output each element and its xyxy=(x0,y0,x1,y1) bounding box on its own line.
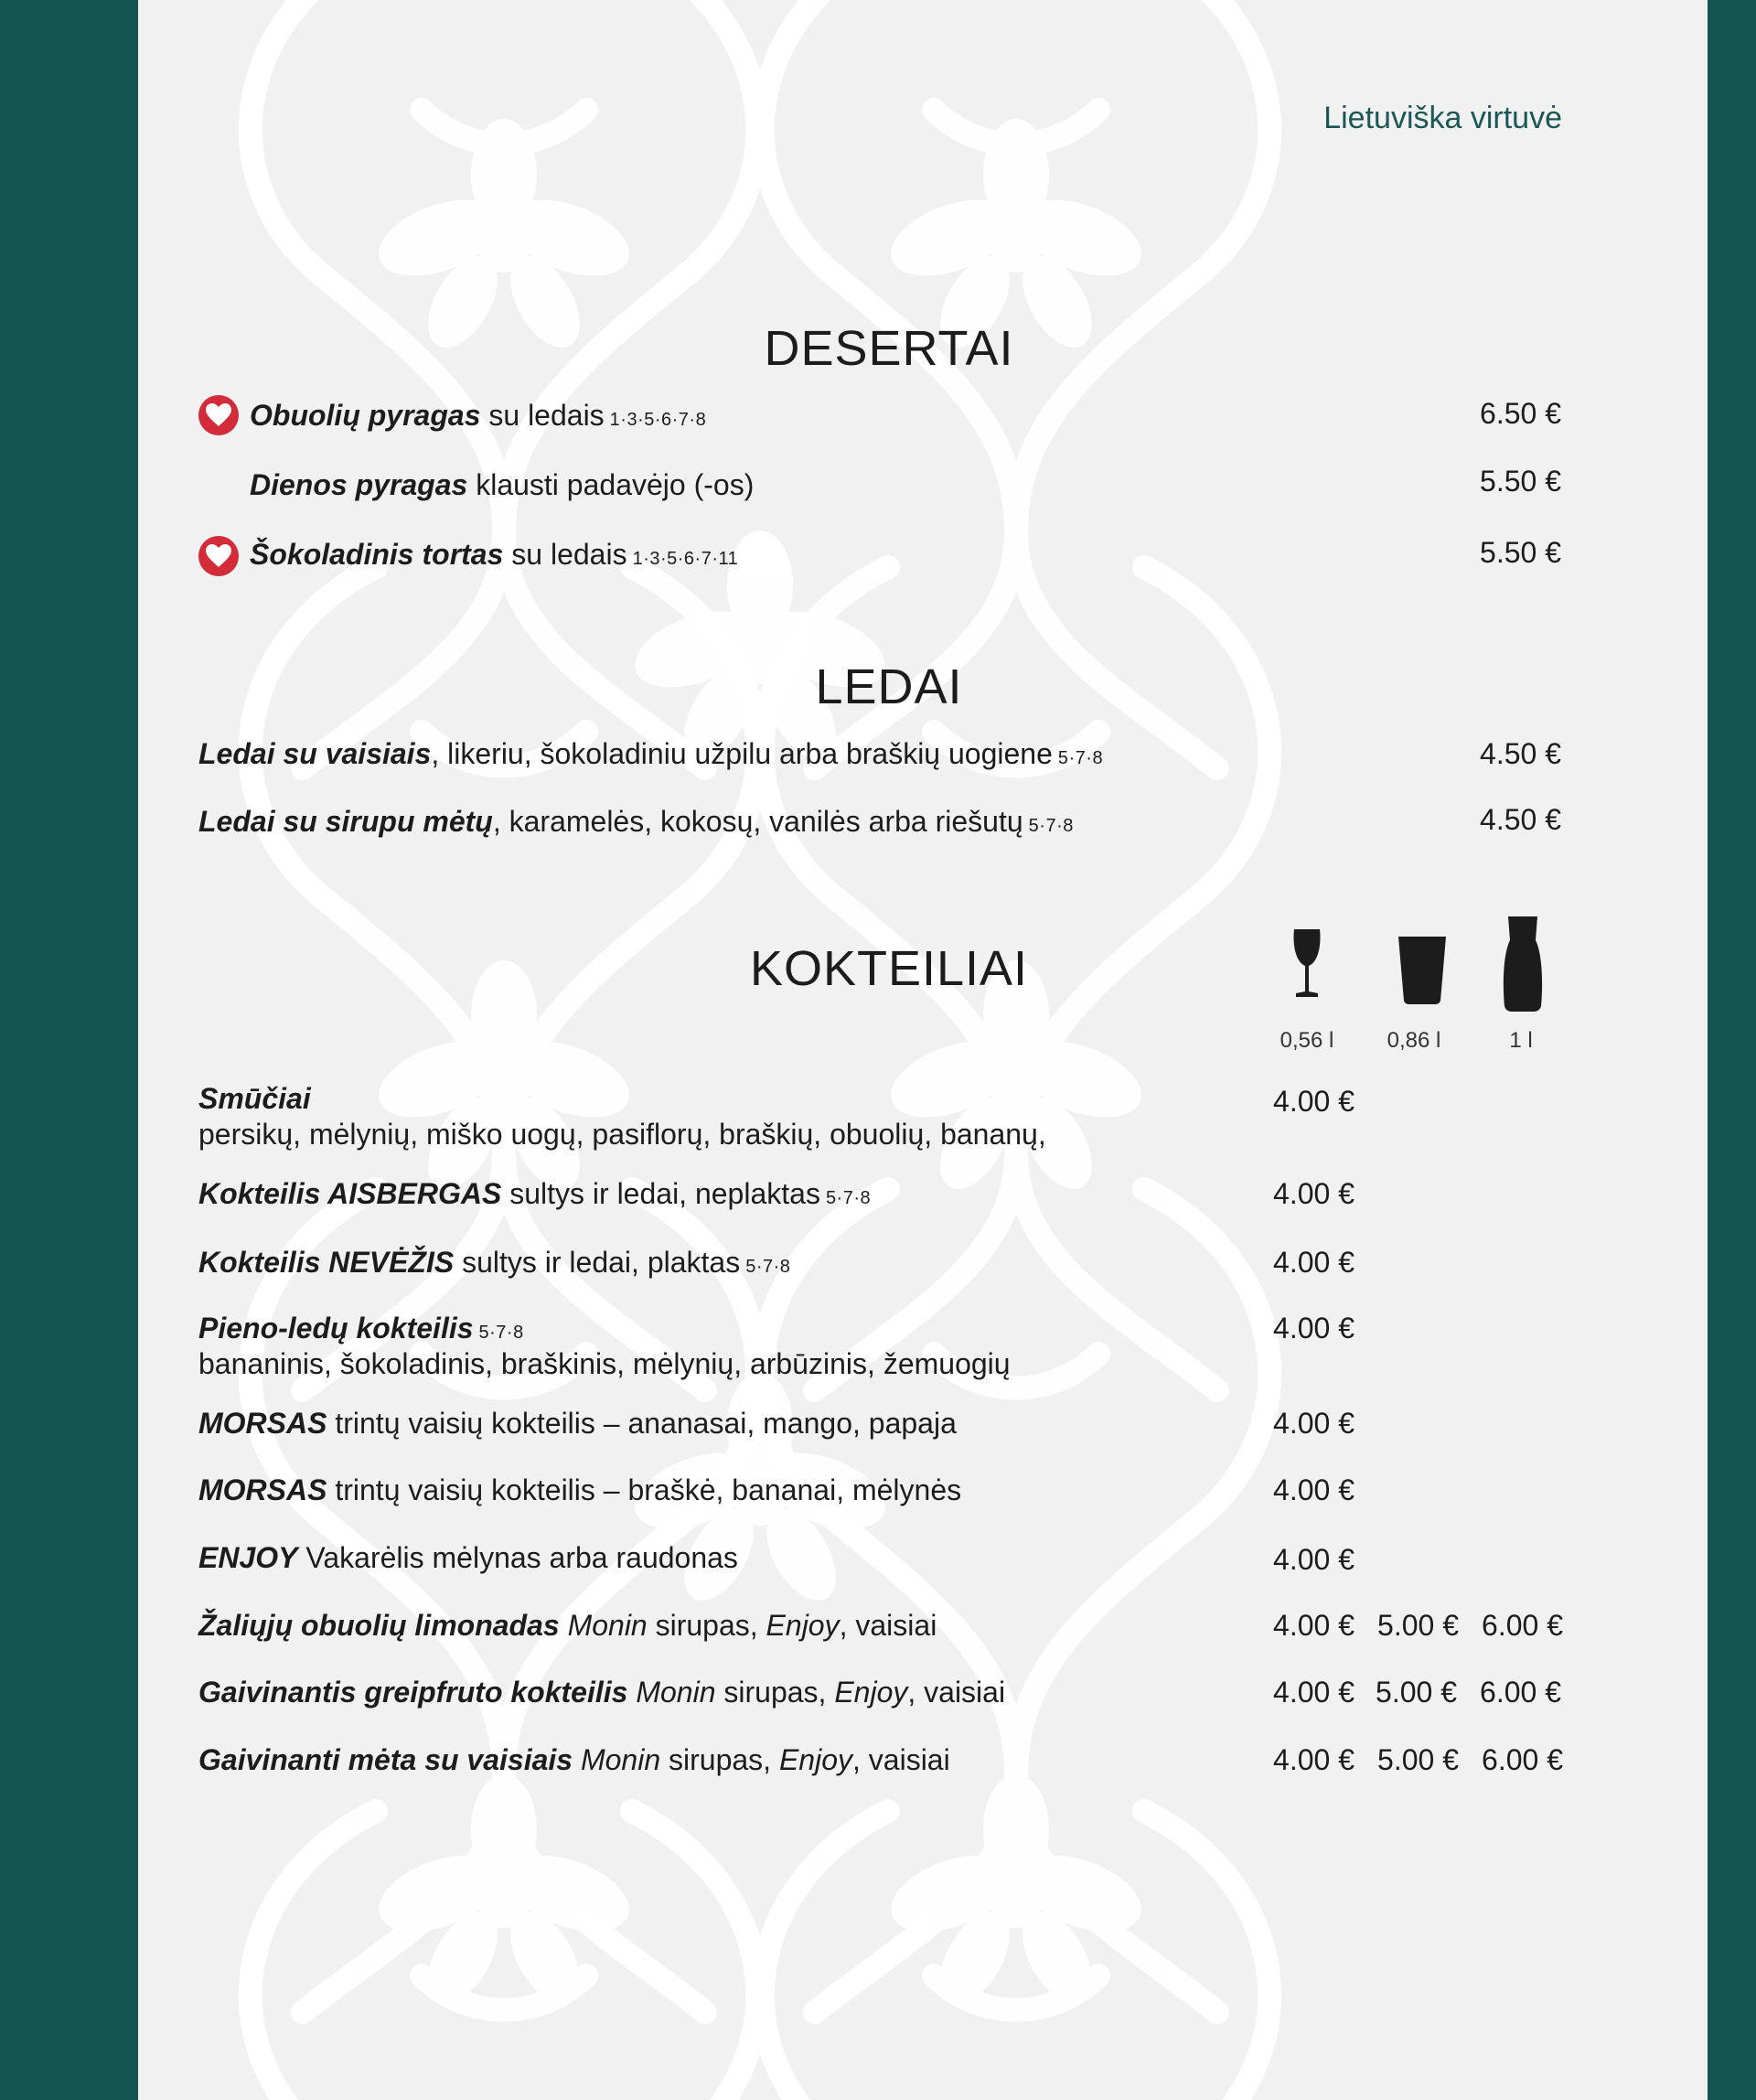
carafe-icon xyxy=(1501,915,1545,1012)
cocktail-item: Kokteilis AISBERGAS sultys ir ledai, neplaktas 5·7·8 xyxy=(198,1177,872,1210)
cocktail-price: 4.00 € xyxy=(1273,1312,1354,1345)
cocktail-price: 4.00 € xyxy=(1273,1473,1354,1506)
cocktail-price: 6.00 € xyxy=(1482,1743,1563,1776)
cocktail-price: 4.00 € xyxy=(1273,1609,1354,1642)
cocktail-item: Gaivinanti mėta su vaisiais Monin sirupas, Enjoy, vaisiai xyxy=(198,1743,950,1776)
wine-glass-icon xyxy=(1289,927,1325,1001)
dessert-price: 5.50 € xyxy=(1480,465,1561,498)
icecream-price: 4.50 € xyxy=(1480,803,1561,836)
cocktail-item: Pieno-ledų kokteilis 5·7·8 xyxy=(198,1312,524,1345)
cocktail-price: 4.00 € xyxy=(1273,1676,1354,1709)
cocktail-price: 6.00 € xyxy=(1480,1676,1561,1709)
brand-title: Lietuviška virtuvė xyxy=(1323,101,1562,135)
volume-label: 0,56 l xyxy=(1280,1028,1334,1053)
cocktail-item: Žaliųjų obuolių limonadas Monin sirupas, Enjoy, vaisiai xyxy=(198,1609,937,1642)
section-title-kokteiliai: KOKTEILIAI xyxy=(749,941,1029,996)
dessert-price: 5.50 € xyxy=(1480,536,1561,569)
cocktail-price: 5.00 € xyxy=(1377,1609,1459,1642)
cocktail-price: 4.00 € xyxy=(1273,1085,1354,1118)
cocktail-price: 6.00 € xyxy=(1482,1609,1563,1642)
cocktail-price: 5.00 € xyxy=(1376,1676,1457,1709)
section-title-ledai: LEDAI xyxy=(815,659,963,714)
damask-background-pattern xyxy=(138,0,1708,2100)
cocktail-price: 4.00 € xyxy=(1273,1743,1354,1776)
dessert-item: Obuolių pyragas su ledais 1·3·5·6·7·8 xyxy=(250,399,707,432)
cocktail-item: MORSAS trintų vaisių kokteilis – ananasai, mango, papaja xyxy=(198,1407,957,1440)
volume-label: 1 l xyxy=(1509,1028,1533,1053)
icecream-item: Ledai su vaisiais, likeriu, šokoladiniu užpilu arba braškių uogiene 5·7·8 xyxy=(198,737,1104,770)
cocktail-price: 5.00 € xyxy=(1377,1743,1459,1776)
heart-icon xyxy=(198,536,239,576)
dessert-item: Šokoladinis tortas su ledais 1·3·5·6·7·11 xyxy=(250,538,739,571)
cocktail-item: ENJOY Vakarėlis mėlynas arba raudonas xyxy=(198,1541,738,1574)
volume-label: 0,86 l xyxy=(1387,1028,1441,1053)
cocktail-price: 4.00 € xyxy=(1273,1246,1354,1279)
menu-page xyxy=(138,0,1708,2100)
cocktail-item: Kokteilis NEVĖŽIS sultys ir ledai, plaktas 5·7·8 xyxy=(198,1246,791,1279)
icecream-price: 4.50 € xyxy=(1480,737,1561,770)
cocktail-price: 4.00 € xyxy=(1273,1543,1354,1576)
icecream-item: Ledai su sirupu mėtų, karamelės, kokosų, vanilės arba riešutų 5·7·8 xyxy=(198,805,1074,838)
cocktail-price: 4.00 € xyxy=(1273,1407,1354,1440)
cocktail-item: MORSAS trintų vaisių kokteilis – braškė, bananai, mėlynės xyxy=(198,1473,962,1506)
cocktail-item-detail: bananinis, šokoladinis, braškinis, mėlynių, arbūzinis, žemuogių xyxy=(198,1347,1011,1380)
tumbler-glass-icon xyxy=(1397,935,1448,1004)
cocktail-item: Smūčiai xyxy=(198,1082,311,1115)
dessert-price: 6.50 € xyxy=(1480,397,1561,430)
heart-icon xyxy=(198,395,239,435)
dessert-item: Dienos pyragas klausti padavėjo (-os) xyxy=(250,468,755,501)
cocktail-item-detail: persikų, mėlynių, miško uogų, pasiflorų, braškių, obuolių, bananų, xyxy=(198,1118,1046,1151)
section-title-desertai: DESERTAI xyxy=(764,321,1014,376)
cocktail-item: Gaivinantis greipfruto kokteilis Monin sirupas, Enjoy, vaisiai xyxy=(198,1676,1006,1709)
cocktail-price: 4.00 € xyxy=(1273,1177,1354,1210)
